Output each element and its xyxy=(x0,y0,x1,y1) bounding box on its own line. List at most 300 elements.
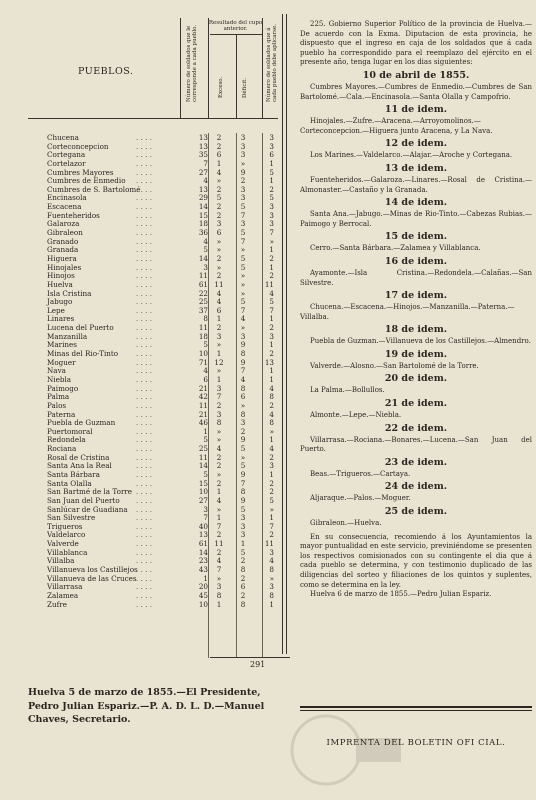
applied-cell: 8 xyxy=(269,565,274,575)
applied-cell: 1 xyxy=(269,245,274,255)
decree-signature: Huelva 6 de marzo de 1855.—Pedro Julian Espariz. xyxy=(310,590,492,599)
deficit-cell: 3 xyxy=(240,513,246,523)
excess-cell: 4 xyxy=(216,297,222,307)
excess-cell: » xyxy=(216,366,222,376)
town-name: Marines xyxy=(47,340,77,350)
leader-dots: . . . . xyxy=(136,305,152,315)
applied-cell: 1 xyxy=(269,262,274,272)
deficit-cell: 5 xyxy=(240,202,246,212)
schedule-date: 13 de idem. xyxy=(384,162,448,174)
deficit-cell: 9 xyxy=(240,340,246,350)
deficit-cell: 9 xyxy=(240,469,246,479)
leader-dots: . . . . xyxy=(136,478,152,488)
excess-cell: 8 xyxy=(216,418,222,428)
town-name: San Bartmé de la Torre xyxy=(47,487,133,497)
excess-cell: » xyxy=(216,236,222,246)
leader-dots: . . . . xyxy=(136,495,152,505)
excess-cell: 6 xyxy=(216,150,222,160)
excess-cell: 3 xyxy=(216,409,222,419)
quota-cell: 18 xyxy=(198,219,208,229)
leader-dots: . . . . xyxy=(136,556,152,566)
applied-cell: 2 xyxy=(269,271,274,281)
excess-heading: Exceso. xyxy=(218,76,224,98)
excess-cell: » xyxy=(216,469,222,479)
town-name: Rosal de Cristina xyxy=(47,452,110,462)
printer-imprint: IMPRENTA DEL BOLETIN OFI CIAL. xyxy=(326,738,506,748)
quota-cell: 4 xyxy=(203,236,208,246)
table-row xyxy=(28,393,290,402)
deficit-cell: 3 xyxy=(240,193,246,203)
excess-cell: 6 xyxy=(216,305,222,315)
schedule-date: 24 de idem. xyxy=(384,481,448,493)
quota-cell: 10 xyxy=(198,349,208,359)
town-name: Galaroza xyxy=(47,219,80,229)
excess-cell: » xyxy=(216,426,222,436)
applied-cell: 4 xyxy=(269,556,274,566)
deficit-cell: 3 xyxy=(240,184,246,194)
deficit-cell: 9 xyxy=(240,357,246,367)
leader-dots: . . . . xyxy=(136,323,152,333)
excess-cell: 3 xyxy=(216,582,222,592)
excess-cell: 2 xyxy=(216,452,222,462)
excess-cell: 7 xyxy=(216,521,222,531)
leader-dots: . . . . xyxy=(136,383,152,393)
quota-cell: 61 xyxy=(198,279,208,289)
total-rule xyxy=(210,657,290,658)
deficit-cell: » xyxy=(240,271,246,281)
deficit-cell: 6 xyxy=(240,582,246,592)
applied-cell: 2 xyxy=(269,253,274,263)
leader-dots: . . . . xyxy=(136,236,152,246)
town-name: Zalamea xyxy=(47,590,79,600)
applied-cell: 2 xyxy=(269,323,274,333)
town-name: Fuenteheridos xyxy=(47,210,100,220)
quota-cell: 14 xyxy=(198,461,208,471)
header-divider xyxy=(180,18,181,118)
quota-cell: 25 xyxy=(198,297,208,307)
leader-dots: . . . . xyxy=(136,539,152,549)
town-name: Granado xyxy=(47,236,79,246)
excess-cell: » xyxy=(216,573,222,583)
applied-cell: 1 xyxy=(269,599,274,609)
leader-dots: . . . . xyxy=(136,426,152,436)
excess-cell: » xyxy=(216,340,222,350)
town-name: Higuera xyxy=(47,253,77,263)
deficit-cell: 3 xyxy=(240,141,246,151)
town-name: Huelva xyxy=(47,279,73,289)
deficit-cell: 3 xyxy=(240,521,246,531)
town-name: Villalba xyxy=(47,556,75,566)
schedule-date: 22 de idem. xyxy=(384,422,448,434)
leader-dots: . . . . xyxy=(136,133,152,142)
table-total: 291 xyxy=(250,660,266,669)
schedule-towns: Ayamonte.—Isla Cristina.—Redondela.—Calañas.—San Silvestre. xyxy=(300,268,532,287)
town-name: Valdelarco xyxy=(47,530,86,540)
town-name: Hinojales xyxy=(47,262,82,272)
town-name: Jabugo xyxy=(47,297,73,307)
quota-cell: 4 xyxy=(203,176,208,186)
leader-dots: . . . . xyxy=(136,435,152,445)
quota-cell: 27 xyxy=(198,495,208,505)
schedule-towns: Villarrasa.—Rociana.—Bonares.—Lucena.—San Juan del Puerto. xyxy=(300,435,532,454)
library-watermark-icon xyxy=(286,710,406,790)
town-name: Linares xyxy=(47,314,75,324)
quota-cell: 6 xyxy=(203,374,208,384)
town-name: Cumbres de S. Bartolomé xyxy=(47,184,141,194)
leader-dots: . . . . xyxy=(136,184,152,194)
quota-cell: 14 xyxy=(198,547,208,557)
excess-cell: 12 xyxy=(214,357,224,367)
excess-cell: 2 xyxy=(216,400,222,410)
excess-cell: » xyxy=(216,435,222,445)
excess-cell: 2 xyxy=(216,133,222,142)
leader-dots: . . . . xyxy=(136,228,152,238)
table-body xyxy=(28,134,290,609)
excess-cell: 1 xyxy=(216,349,222,359)
excess-cell: 2 xyxy=(216,323,222,333)
excess-cell: 1 xyxy=(216,487,222,497)
quota-cell: 23 xyxy=(198,556,208,566)
leader-dots: . . . . xyxy=(136,392,152,402)
quota-cell: 46 xyxy=(198,418,208,428)
schedule-towns: Gibraleon.—Huelva. xyxy=(310,519,382,528)
col1-heading: Número de soldados que le corresponde a cada pueblo. xyxy=(186,24,198,102)
quota-cell: 11 xyxy=(198,400,208,410)
quota-cell: 13 xyxy=(198,133,208,142)
schedule-towns: Aljaraque.—Palos.—Moguer. xyxy=(310,494,411,503)
town-name: Redondela xyxy=(47,435,86,445)
applied-cell: 3 xyxy=(269,331,274,341)
applied-cell: 3 xyxy=(269,219,274,229)
schedule-date: 19 de idem. xyxy=(384,348,448,360)
quota-cell: 7 xyxy=(203,513,208,523)
excess-cell: 1 xyxy=(216,513,222,523)
applied-cell: 4 xyxy=(269,409,274,419)
leader-dots: . . . . xyxy=(136,349,152,359)
leader-dots: . . . . xyxy=(136,487,152,497)
quota-cell: 4 xyxy=(203,366,208,376)
deficit-cell: 2 xyxy=(240,590,246,600)
applied-cell: 2 xyxy=(269,487,274,497)
excess-cell: 8 xyxy=(216,590,222,600)
town-name: Paterna xyxy=(47,409,76,419)
deficit-cell: 4 xyxy=(240,374,246,384)
town-name: Nava xyxy=(47,366,66,376)
excess-cell: 11 xyxy=(214,539,224,549)
leader-dots: . . . . xyxy=(136,279,152,289)
excess-cell: 1 xyxy=(216,314,222,324)
excess-cell: 4 xyxy=(216,495,222,505)
schedule-date: 10 de abril de 1855. xyxy=(362,69,470,81)
town-name: Rociana xyxy=(47,444,77,454)
header-divider xyxy=(236,34,237,118)
table-row xyxy=(28,298,290,307)
quota-cell: 25 xyxy=(198,444,208,454)
applied-cell: 1 xyxy=(269,513,274,523)
quota-cell: 1 xyxy=(203,573,208,583)
applied-cell: 2 xyxy=(269,400,274,410)
schedule-date: 12 de idem. xyxy=(384,138,448,150)
town-name: Cumbres de Enmedio xyxy=(47,176,126,186)
town-name: Corteconcepcion xyxy=(47,141,109,151)
deficit-cell: » xyxy=(240,158,246,168)
town-name: Hinojos xyxy=(47,271,75,281)
applied-cell: 2 xyxy=(269,530,274,540)
quota-cell: 11 xyxy=(198,271,208,281)
header-divider xyxy=(262,18,263,118)
schedule-date: 11 de idem. xyxy=(384,104,448,116)
column-rule xyxy=(208,133,209,658)
town-name: Villanueva los Castillejos xyxy=(47,565,138,575)
applied-cell: 13 xyxy=(264,357,274,367)
quota-cell: 13 xyxy=(198,184,208,194)
excess-cell: 2 xyxy=(216,530,222,540)
applied-cell: 1 xyxy=(269,374,274,384)
quota-cell: 42 xyxy=(198,392,208,402)
quota-cell: 5 xyxy=(203,435,208,445)
applied-cell: 2 xyxy=(269,349,274,359)
town-name: Encinasola xyxy=(47,193,87,203)
excess-cell: 7 xyxy=(216,565,222,575)
deficit-cell: 2 xyxy=(240,426,246,436)
quota-cell: 13 xyxy=(198,141,208,151)
town-name: Cumbres Mayores xyxy=(47,167,114,177)
applied-cell: 1 xyxy=(269,314,274,324)
deficit-cell: 3 xyxy=(240,418,246,428)
deficit-cell: 5 xyxy=(240,262,246,272)
decree-intro: 225. Gobierno Superior Político de la provincia de Huelva.—De acuerdo con la Exma. Diputacion de esta provincia, he dispuesto que el ingreso en caja de los soldados que á cada pueblo ha correspondido para el reemplazo del ejército en el presente año, tenga lugar en los dias siguientes: xyxy=(300,20,532,67)
leader-dots: . . . . xyxy=(136,573,152,583)
quota-cell: 22 xyxy=(198,288,208,298)
deficit-cell: » xyxy=(240,279,246,289)
applied-cell: 8 xyxy=(269,418,274,428)
applied-cell: 3 xyxy=(269,210,274,220)
excess-cell: 3 xyxy=(216,383,222,393)
deficit-cell: » xyxy=(240,323,246,333)
deficit-cell: 3 xyxy=(240,331,246,341)
schedule-date: 20 de idem. xyxy=(384,373,448,385)
previous-quota-heading: Resultado del cupo anterior. xyxy=(208,20,263,32)
quota-cell: 5 xyxy=(203,340,208,350)
deficit-cell: » xyxy=(240,452,246,462)
deficit-cell: 1 xyxy=(240,539,246,549)
schedule-date: 15 de idem. xyxy=(384,231,448,243)
deficit-cell: 8 xyxy=(240,409,246,419)
recruitment-table xyxy=(28,18,278,669)
applied-cell: 1 xyxy=(269,469,274,479)
quota-cell: 11 xyxy=(198,323,208,333)
excess-cell: 4 xyxy=(216,288,222,298)
town-name: Manzanilla xyxy=(47,331,88,341)
schedule-towns: Santa Ana.—Jabugo.—Minas de Rio-Tinto.—Cabezas Rubias.—Paimogo y Berrocal. xyxy=(300,210,532,228)
deficit-cell: 7 xyxy=(240,210,246,220)
quota-cell: 8 xyxy=(203,314,208,324)
town-name: Cortegana xyxy=(47,150,86,160)
town-name: Chucena xyxy=(47,133,79,142)
applied-cell: 2 xyxy=(269,452,274,462)
decree-column xyxy=(300,20,532,600)
quota-cell: 29 xyxy=(198,193,208,203)
applied-cell: 1 xyxy=(269,340,274,350)
leader-dots: . . . . xyxy=(136,521,152,531)
leader-dots: . . . . xyxy=(136,331,152,341)
town-name: San Silvestre xyxy=(47,513,96,523)
header-divider xyxy=(208,18,209,118)
leader-dots: . . . . xyxy=(136,340,152,350)
excess-cell: 6 xyxy=(216,228,222,238)
quota-cell: 18 xyxy=(198,331,208,341)
leader-dots: . . . . xyxy=(136,565,152,575)
town-name: Villanueva de las Cruces xyxy=(47,573,137,583)
town-name: Valverde xyxy=(47,539,79,549)
deficit-cell: 2 xyxy=(240,176,246,186)
schedule-towns: Valverde.—Alosno.—San Bartolomé de la Torre. xyxy=(310,361,479,370)
deficit-cell: 4 xyxy=(240,314,246,324)
town-name: Puebla de Guzman xyxy=(47,418,116,428)
quota-cell: 15 xyxy=(198,210,208,220)
schedule-towns: Fuenteheridos.—Galaroza.—Linares.—Rosal de Cristina.—Almonaster.—Castaño y la Granada. xyxy=(300,175,532,194)
applied-cell: 1 xyxy=(269,435,274,445)
leader-dots: . . . . xyxy=(136,158,152,168)
table-row xyxy=(28,592,290,601)
excess-cell: 2 xyxy=(216,202,222,212)
col4-heading: Número de soldados que á cada pueblo debe aplicarse. xyxy=(266,24,278,102)
leader-dots: . . . . xyxy=(136,469,152,479)
applied-cell: 4 xyxy=(269,288,274,298)
excess-cell: 2 xyxy=(216,210,222,220)
applied-cell: » xyxy=(269,573,274,583)
excess-cell: 1 xyxy=(216,599,222,609)
pueblos-heading: PUEBLOS. xyxy=(78,66,134,77)
decree-closing: En su consecuencia, recomiendo á los Ayuntamientos la mayor puntualidad en este servicio, previniéndome se presenten los respectivos comisionados con su contingente el dia que á cada pueblo se determina, y con testimonio duplicado de las diligencias del sorteo y filiaciones de los quintos y suplentes, como se determina en la ley. xyxy=(300,532,532,589)
applied-cell: 8 xyxy=(269,392,274,402)
table-row xyxy=(28,359,290,368)
schedule-date: 18 de idem. xyxy=(384,324,448,336)
town-name: Moguer xyxy=(47,357,76,367)
column-rule xyxy=(236,133,237,658)
footer-signature: Huelva 5 de marzo de 1855.—El Presidente, Pedro Julian Espariz.—P. A. D. L. D.—Manuel Chaves, Secretario. xyxy=(28,687,265,726)
excess-cell: 3 xyxy=(216,331,222,341)
schedule-towns: Almonte.—Lepe.—Niebla. xyxy=(310,411,402,420)
leader-dots: . . . . xyxy=(136,357,152,367)
schedule-towns: Cerro.—Santa Bárbara.—Zalamea y Villablanca. xyxy=(310,244,481,253)
deficit-cell: » xyxy=(240,400,246,410)
town-name: Sanlúcar de Guadiana xyxy=(47,504,128,514)
excess-cell: 11 xyxy=(214,279,224,289)
town-name: Santa Olalla xyxy=(47,478,92,488)
table-row xyxy=(28,601,290,610)
excess-cell: » xyxy=(216,504,222,514)
applied-cell: 1 xyxy=(269,176,274,186)
excess-cell: 5 xyxy=(216,193,222,203)
applied-cell: 3 xyxy=(269,202,274,212)
quota-cell: 15 xyxy=(198,478,208,488)
leader-dots: . . . . xyxy=(136,314,152,324)
applied-cell: 1 xyxy=(269,158,274,168)
town-name: Niebla xyxy=(47,374,72,384)
applied-cell: 5 xyxy=(269,167,274,177)
leader-dots: . . . . xyxy=(136,202,152,212)
leader-dots: . . . . xyxy=(136,167,152,177)
applied-cell: 4 xyxy=(269,383,274,393)
town-name: Villablanca xyxy=(47,547,88,557)
schedule-towns: Los Marines.—Valdelarco.—Alajar.—Aroche y Cortegana. xyxy=(310,151,513,160)
town-name: Isla Cristina xyxy=(47,288,92,298)
deficit-cell: 2 xyxy=(240,573,246,583)
quota-cell: 13 xyxy=(198,530,208,540)
deficit-cell: 5 xyxy=(240,297,246,307)
deficit-cell: 8 xyxy=(240,565,246,575)
town-name: Cortelazor xyxy=(47,158,86,168)
leader-dots: . . . . xyxy=(136,444,152,454)
excess-cell: 2 xyxy=(216,253,222,263)
deficit-cell: 5 xyxy=(240,253,246,263)
leader-dots: . . . . xyxy=(136,288,152,298)
quota-cell: 3 xyxy=(203,504,208,514)
leader-dots: . . . . xyxy=(136,176,152,186)
deficit-cell: 9 xyxy=(240,495,246,505)
leader-dots: . . . . xyxy=(136,590,152,600)
applied-cell: 5 xyxy=(269,193,274,203)
column-divider xyxy=(282,14,283,654)
town-name: Palma xyxy=(47,392,70,402)
leader-dots: . . . . xyxy=(136,547,152,557)
deficit-cell: 8 xyxy=(240,383,246,393)
excess-cell: 4 xyxy=(216,167,222,177)
town-name: Minas del Rio-Tinto xyxy=(47,349,119,359)
schedule-date: 23 de idem. xyxy=(384,456,448,468)
excess-cell: 4 xyxy=(216,556,222,566)
schedule-towns: Hinojales.—Zufre.—Aracena.—Arroyomolinos.—Corteconcepcion.—Higuera junto Aracena, y La Nava. xyxy=(300,117,493,135)
excess-cell: » xyxy=(216,262,222,272)
schedule-date: 21 de idem. xyxy=(384,398,448,410)
deficit-cell: 7 xyxy=(240,478,246,488)
schedule-date: 14 de idem. xyxy=(384,197,448,209)
excess-cell: 2 xyxy=(216,461,222,471)
quota-cell: 3 xyxy=(203,262,208,272)
deficit-cell: 8 xyxy=(240,349,246,359)
town-name: Escacena xyxy=(47,202,82,212)
deficit-cell: 8 xyxy=(240,599,246,609)
leader-dots: . . . . xyxy=(136,366,152,376)
leader-dots: . . . . xyxy=(136,418,152,428)
applied-cell: 6 xyxy=(269,150,274,160)
leader-dots: . . . . xyxy=(136,400,152,410)
deficit-cell: 3 xyxy=(240,150,246,160)
applied-cell: » xyxy=(269,426,274,436)
leader-dots: . . . . xyxy=(136,374,152,384)
deficit-cell: 5 xyxy=(240,444,246,454)
leader-dots: . . . . xyxy=(136,150,152,160)
applied-cell: 7 xyxy=(269,521,274,531)
town-name: Lucena del Puerto xyxy=(47,323,114,333)
deficit-cell: 7 xyxy=(240,236,246,246)
deficit-cell: 9 xyxy=(240,435,246,445)
deficit-cell: » xyxy=(240,245,246,255)
leader-dots: . . . . xyxy=(136,141,152,151)
excess-cell: 2 xyxy=(216,271,222,281)
applied-cell: 7 xyxy=(269,305,274,315)
deficit-cell: 3 xyxy=(240,219,246,229)
deficit-cell: 3 xyxy=(240,133,246,142)
quota-cell: 27 xyxy=(198,167,208,177)
quota-cell: 21 xyxy=(198,409,208,419)
applied-cell: 3 xyxy=(269,582,274,592)
leader-dots: . . . . xyxy=(136,504,152,514)
leader-dots: . . . . xyxy=(136,253,152,263)
quota-cell: 43 xyxy=(198,565,208,575)
schedule-towns: La Palma.—Bollullos. xyxy=(310,386,385,395)
